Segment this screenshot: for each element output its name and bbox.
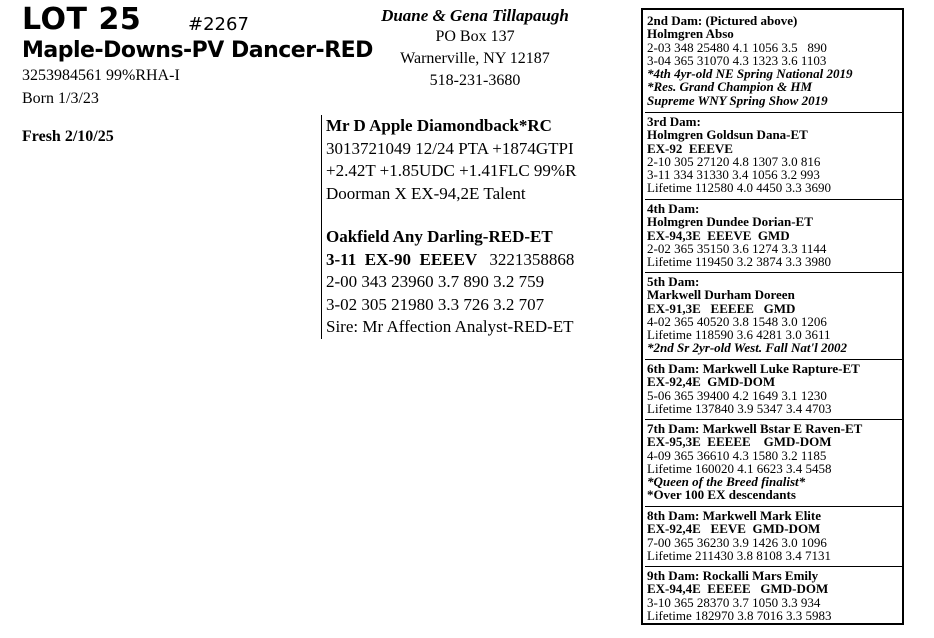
sire-pedigree: Doorman X EX-94,2E Talent	[326, 183, 526, 203]
dam-score-line	[326, 249, 574, 272]
pedigree-line: 2-03 348 25480 4.1 1056 3.5 890	[647, 39, 827, 55]
pedigree-line: 4th Dam:	[647, 201, 700, 216]
pedigree-line: Holmgren Dundee Dorian-ET	[647, 214, 813, 230]
pedigree-line: EX-95,3E EEEEE GMD-DOM	[647, 434, 832, 450]
pedigree-line: Lifetime 211430 3.8 8108 3.4 7131	[647, 547, 832, 563]
cow-name: Maple-Downs-PV Dancer-RED	[22, 38, 373, 63]
pedigree-section-7th-dam	[647, 422, 902, 502]
pedigree-line: Holmgren Goldsun Dana-ET	[647, 127, 808, 143]
section-divider	[645, 506, 902, 507]
section-divider	[645, 566, 902, 567]
pedigree-line: Supreme WNY Spring Show 2019	[647, 92, 828, 108]
pedigree-line: EX-92 EEEVE	[647, 140, 733, 156]
pedigree-line: EX-94,3E EEEVE GMD	[647, 227, 790, 243]
pedigree-line: Lifetime 112580 4.0 4450 3.3 3690	[647, 180, 832, 196]
pedigree-line: EX-92,4E GMD-DOM	[647, 374, 776, 390]
pedigree-line: Lifetime 137840 3.9 5347 3.4 4703	[647, 400, 832, 416]
pedigree-line: *Res. Grand Champion & HM	[647, 79, 813, 95]
pedigree-line: 3-11 334 31330 3.4 1056 3.2 993	[647, 167, 820, 183]
sire-block	[321, 115, 576, 227]
dam-record-1: 2-00 343 23960 3.7 890 3.2 759	[326, 272, 545, 291]
pedigree-line: 4-02 365 40520 3.8 1548 3.0 1206	[647, 313, 827, 329]
pedigree-line: Markwell Durham Doreen	[647, 287, 795, 303]
section-divider	[645, 272, 902, 273]
cow-birth-date: Born 1/3/23	[22, 90, 99, 107]
pedigree-box	[641, 8, 904, 625]
pedigree-line: 2nd Dam: (Pictured above)	[647, 13, 798, 28]
dam-registration: 3221358868	[489, 249, 575, 269]
fresh-date: Fresh 2/10/25	[22, 128, 114, 145]
pedigree-line: 3-04 365 31070 4.3 1323 3.6 1103	[647, 52, 827, 68]
pedigree-line: 4-09 365 36610 4.3 1580 3.2 1185	[647, 447, 827, 463]
pedigree-section-8th-dam	[647, 509, 902, 562]
owner-name: Duane & Gena Tillapaugh	[381, 6, 569, 25]
dam-score: 3-11 EX-90 EEEEV	[326, 249, 478, 269]
pedigree-line: Lifetime 182970 3.8 7016 3.3 5983	[647, 607, 832, 623]
pedigree-line: Holmgren Abso	[647, 26, 734, 42]
section-divider	[645, 419, 902, 420]
sire-traits: +2.42T +1.85UDC +1.41FLC 99%R	[326, 161, 577, 180]
pedigree-line: Lifetime 118590 3.6 4281 3.0 3611	[647, 327, 831, 343]
sire-name: Mr D Apple Diamondback*RC	[326, 116, 552, 135]
pedigree-line: *Queen of the Breed finalist*	[647, 474, 806, 490]
dam-sire: Sire: Mr Affection Analyst-RED-ET	[326, 317, 574, 336]
pedigree-section-6th-dam	[647, 362, 902, 415]
pedigree-line: 3rd Dam:	[647, 114, 701, 129]
pedigree-section-3rd-dam	[647, 115, 902, 195]
owner-block	[330, 6, 620, 92]
pedigree-line: *Over 100 EX descendants	[647, 487, 796, 503]
pedigree-line: 3-10 365 28370 3.7 1050 3.3 934	[647, 594, 821, 610]
pedigree-line: 2-02 365 35150 3.6 1274 3.3 1144	[647, 240, 827, 256]
pedigree-line: 5th Dam:	[647, 274, 700, 289]
pedigree-section-9th-dam	[647, 569, 902, 622]
pedigree-line: Lifetime 160020 4.1 6623 3.4 5458	[647, 460, 832, 476]
sire-genomics: 3013721049 12/24 PTA +1874GTPI	[326, 138, 574, 158]
pedigree-line: 5-06 365 39400 4.2 1649 3.1 1230	[647, 387, 827, 403]
pedigree-line: 8th Dam: Markwell Mark Elite	[647, 508, 822, 523]
pedigree-line: *2nd Sr 2yr-old West. Fall Nat'l 2002	[647, 340, 847, 356]
owner-address-line2: Warnerville, NY 12187	[400, 50, 550, 67]
pedigree-line: 6th Dam: Markwell Luke Rapture-ET	[647, 361, 860, 376]
cow-registration: 3253984561 99%RHA-I	[22, 67, 180, 84]
section-divider	[645, 359, 902, 360]
dam-record-2: 3-02 305 21980 3.3 726 3.2 707	[326, 294, 545, 314]
owner-phone: 518-231-3680	[429, 72, 521, 89]
section-divider	[645, 112, 902, 113]
pedigree-line: *4th 4yr-old NE Spring National 2019	[647, 66, 853, 82]
pedigree-section-2nd-dam	[647, 14, 902, 107]
owner-address-line1: PO Box 137	[435, 28, 515, 45]
pedigree-line: Lifetime 119450 3.2 3874 3.3 3980	[647, 254, 832, 270]
pedigree-line: EX-92,4E EEVE GMD-DOM	[647, 521, 821, 537]
dam-block	[321, 226, 574, 339]
pedigree-section-5th-dam	[647, 275, 902, 355]
lot-title: LOT 25	[22, 2, 142, 37]
pedigree-line: 2-10 305 27120 4.8 1307 3.0 816	[647, 153, 821, 169]
lot-catalog-number: #2267	[188, 14, 249, 35]
pedigree-line: EX-91,3E EEEEE GMD	[647, 300, 796, 316]
pedigree-line: 7th Dam: Markwell Bstar E Raven-ET	[647, 421, 863, 436]
pedigree-line: EX-94,4E EEEEE GMD-DOM	[647, 581, 829, 597]
pedigree-line: 9th Dam: Rockalli Mars Emily	[647, 568, 819, 583]
section-divider	[645, 199, 902, 200]
pedigree-section-4th-dam	[647, 202, 902, 268]
pedigree-line: 7-00 365 36230 3.9 1426 3.0 1096	[647, 534, 827, 550]
dam-name: Oakfield Any Darling-RED-ET	[326, 227, 553, 246]
